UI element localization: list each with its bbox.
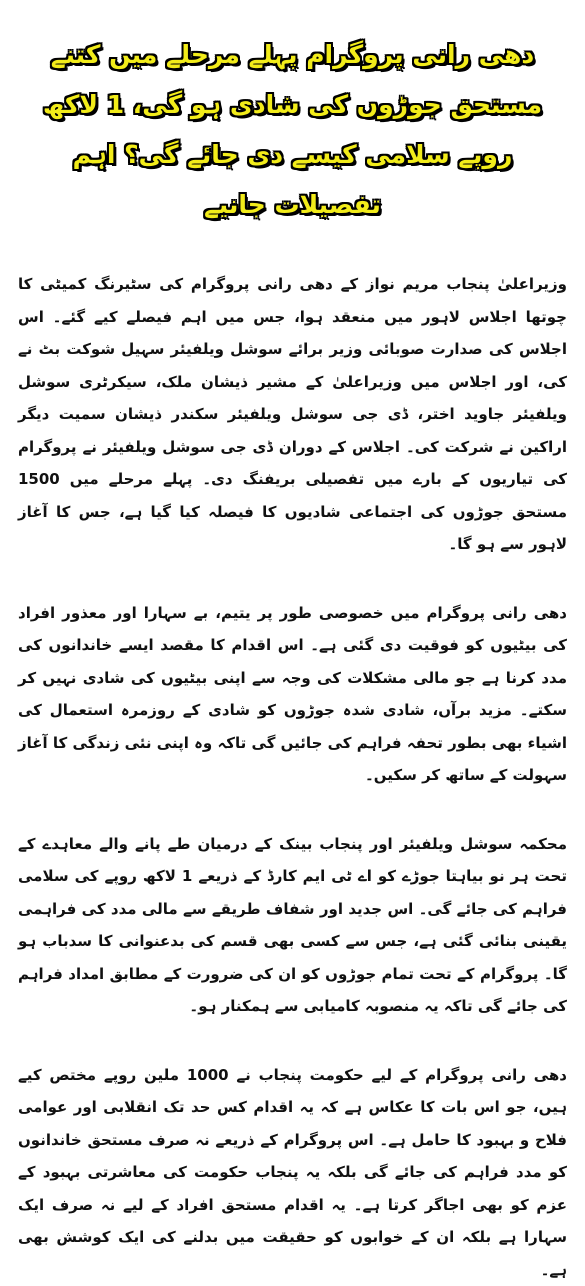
article-paragraph-1: وزیراعلیٰ پنجاب مریم نواز کے دھی رانی پروگرام کی سٹیرنگ کمیٹی کا چوتھا اجلاس لاہور میں منعقد ہوا، جس میں اہم فیصلے کیے گئے۔ اس اجلاس کی صدارت صوبائی وزیر برائے سوشل ویلفیئر سہیل شوکت بٹ نے کی، اور اجلاس میں وزیراعلیٰ کے مشیر ذیشان ملک، سیکرٹری سوشل ویلفیئر جاوید اختر، ڈی جی سوشل ویلفیئر سکندر ذیشان سمیت دیگر اراکین نے شرکت کی۔ اجلاس کے دوران ڈی جی سوشل ویلفیئر نے پروگرام کی تیاریوں کے بارے میں تفصیلی بریفنگ دی۔ پہلے مرحلے میں 1500 مستحق جوڑوں کی اجتماعی شادیوں کا فیصلہ کیا گیا ہے، جس کا آغاز لاہور سے ہو گا۔ xyxy=(18,268,567,561)
article-paragraph-2: دھی رانی پروگرام میں خصوصی طور پر یتیم، بے سہارا اور معذور افراد کی بیٹیوں کو فوقیت دی گئی ہے۔ اس اقدام کا مقصد ایسے خاندانوں کی مدد کرنا ہے جو مالی مشکلات کی وجہ سے اپنی بیٹیوں کی شادی نہیں کر سکتے۔ مزید برآں، شادی شدہ جوڑوں کو شادی کے روزمرہ استعمال کی اشیاء بھی بطور تحفہ فراہم کی جائیں گی تاکہ وہ اپنی نئی زندگی کا آغاز سہولت کے ساتھ کر سکیں۔ xyxy=(18,597,567,792)
article-page xyxy=(0,30,585,1054)
article-paragraph-3: محکمہ سوشل ویلفیئر اور پنجاب بینک کے درمیان طے پانے والے معاہدے کے تحت ہر نو بیاہتا جوڑے کو اے ٹی ایم کارڈ کے ذریعے 1 لاکھ روپے کی سلامی فراہم کی جائے گی۔ اس جدید اور شفاف طریقے سے مالی مدد کی فراہمی یقینی بنائی گئی ہے، جس سے کسی بھی قسم کی بدعنوانی کا سدباب ہو گا۔ پروگرام کے تحت تمام جوڑوں کو ان کی ضرورت کے مطابق امداد فراہم کی جائے گی تاکہ یہ منصوبہ کامیابی سے ہمکنار ہو۔ xyxy=(18,828,567,1023)
article-title: دھی رانی پروگرام پہلے مرحلے میں کتنے مستحق جوڑوں کی شادی ہو گی، 1 لاکھ روپے سلامی کیسے دی جائے گی؟ اہم تفصیلات جانیے xyxy=(22,30,563,230)
article-paragraph-4: دھی رانی پروگرام کے لیے حکومت پنجاب نے 1000 ملین روپے مختص کیے ہیں، جو اس بات کا عکاس ہے کہ یہ اقدام کس حد تک انقلابی اور عوامی فلاح و بہبود کا حامل ہے۔ اس پروگرام کے ذریعے نہ صرف مستحق خاندانوں کو مدد فراہم کی جائے گی بلکہ یہ پنجاب حکومت کی معاشرتی بہبود کے عزم کو بھی اجاگر کرتا ہے۔ یہ اقدام مستحق افراد کے لیے نہ صرف ایک سہارا ہے بلکہ ان کے خوابوں کو حقیقت میں بدلنے کی ایک کوشش بھی ہے۔ xyxy=(18,1059,567,1286)
article-body xyxy=(18,268,567,1286)
